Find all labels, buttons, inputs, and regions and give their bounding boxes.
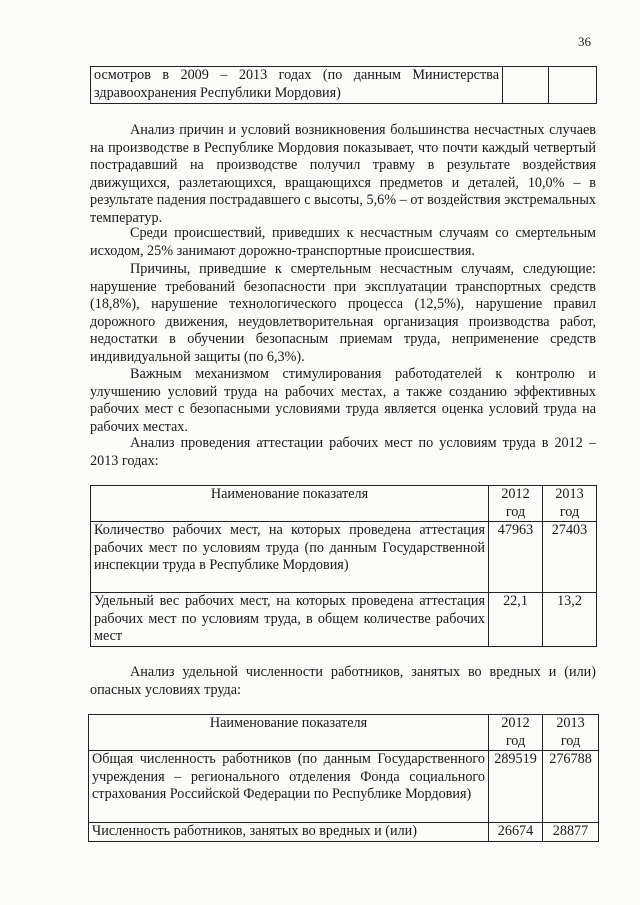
value-2013: 276788: [543, 751, 599, 823]
table-row: [91, 67, 597, 104]
paragraph: Анализ удельной численности работников, занятых во вредных и (или) опасных условиях труда:: [90, 664, 596, 698]
row-name: Общая численность работников (по данным Государственного учреждения – регионального отделения Фонда социального страхования Российской Федерации по Республике Мордовия): [89, 751, 489, 823]
value-2012: 47963: [489, 522, 543, 593]
value-2013: 28877: [543, 823, 599, 842]
attestation-table: [90, 485, 597, 647]
value-2013: 27403: [543, 522, 597, 593]
row-name: Количество рабочих мест, на которых проведена аттестация рабочих мест по условиям труда (по данным Государственной инспекции труда в Республике Мордовия): [91, 522, 489, 593]
employee-table: [88, 714, 599, 842]
column-header-2012: 2012 год: [489, 486, 543, 522]
top-table: [90, 66, 597, 104]
page-number: 36: [578, 34, 591, 49]
table-row: [89, 751, 599, 823]
paragraph: Среди происшествий, приведших к несчастным случаям со смертельным исходом, 25% занимают дорожно-транспортные происшествия.: [90, 225, 596, 259]
value-2013: 13,2: [543, 593, 597, 647]
value-2012: 26674: [489, 823, 543, 842]
row-name: Численность работников, занятых во вредных и (или): [89, 823, 489, 842]
table-header-row: [91, 486, 597, 522]
column-header-2012: 2012 год: [489, 715, 543, 751]
column-header-2013: 2013 год: [543, 715, 599, 751]
paragraph: Анализ причин и условий возникновения большинства несчастных случаев на производстве в Республике Мордовия показывает, что почти каждый четвертый пострадавший на производстве получил травму в результате воздействия движущихся, разлетающихся, вращающихся предметов и деталей, 10,0% – в результате падения пострадавшего с высоты, 5,6% – от воздействия экстремальных температур.: [90, 122, 596, 226]
table-row: [91, 593, 597, 647]
table-cell: [549, 67, 597, 104]
column-header-name: Наименование показателя: [89, 715, 489, 751]
table-cell: [503, 67, 549, 104]
paragraph: Причины, приведшие к смертельным несчастным случаям, следующие: нарушение требований безопасности при эксплуатации транспортных средств (18,8%), нарушение технологического процесса (12,5%), нарушение правил дорожного движения, неудовлетворительная организация производства работ, недостатки в обучении безопасным приемам труда, неприменение средств индивидуальной защиты (по 6,3%).: [90, 261, 596, 365]
paragraph: Анализ проведения аттестации рабочих мест по условиям труда в 2012 – 2013 годах:: [90, 435, 596, 469]
row-name: Удельный вес рабочих мест, на которых проведена аттестация рабочих мест по условиям труда, в общем количестве рабочих мест: [91, 593, 489, 647]
column-header-2013: 2013 год: [543, 486, 597, 522]
table-row: [91, 522, 597, 593]
paragraph: Важным механизмом стимулирования работодателей к контролю и улучшению условий труда на рабочих местах, а также созданию эффективных рабочих мест с безопасными условиями труда является оценка условий труда на рабочих местах.: [90, 366, 596, 435]
table-header-row: [89, 715, 599, 751]
table-row: [89, 823, 599, 842]
value-2012: 22,1: [489, 593, 543, 647]
column-header-name: Наименование показателя: [91, 486, 489, 522]
table-cell: осмотров в 2009 – 2013 годах (по данным Министерства здравоохранения Республики Мордовия): [91, 67, 503, 104]
value-2012: 289519: [489, 751, 543, 823]
